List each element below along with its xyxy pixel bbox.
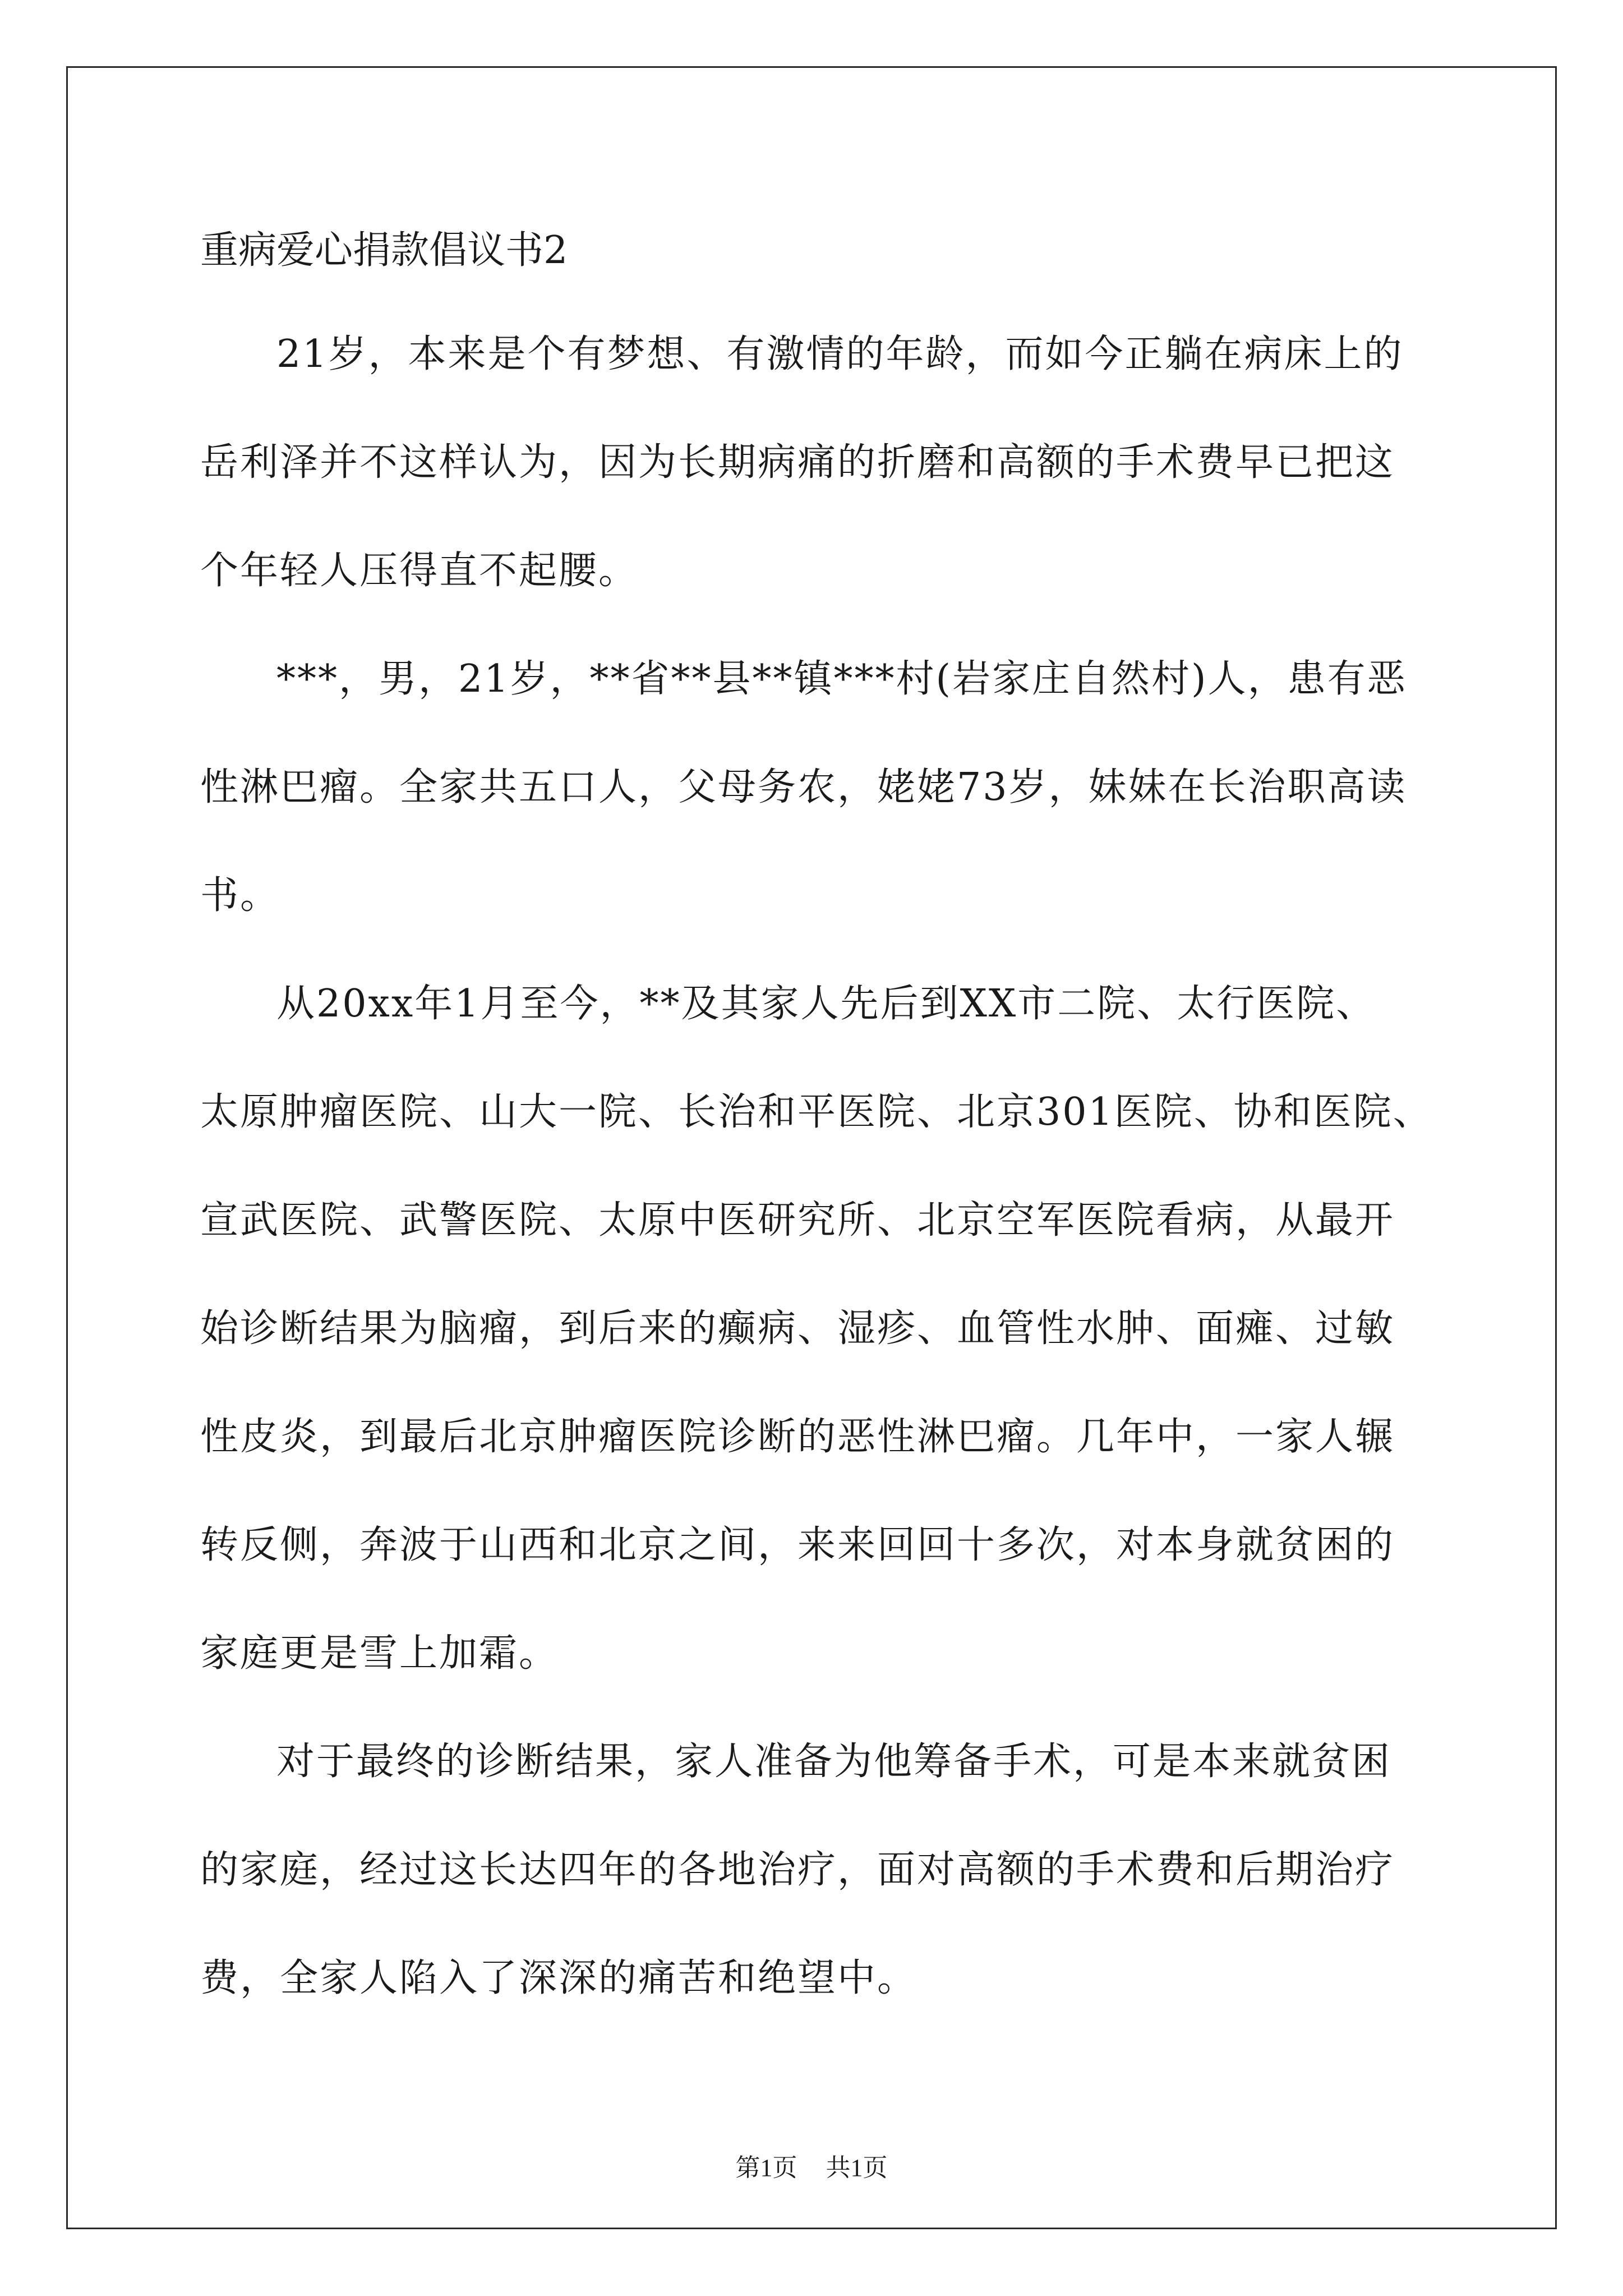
paragraph-line: 家庭更是雪上加霜。 — [200, 1631, 559, 1676]
paragraph-2 — [200, 651, 1434, 924]
paragraph-line: 书。 — [200, 873, 280, 918]
paragraph-line: ***，男，21岁，**省**县**镇***村(岩家庄自然村)人，患有恶 — [276, 657, 1407, 701]
paragraph-line: 性淋巴瘤。全家共五口人，父母务农，姥姥73岁，妹妹在长治职高读 — [200, 765, 1407, 809]
paragraph-line: 的家庭，经过这长达四年的各地治疗，面对高额的手术费和后期治疗 — [200, 1848, 1395, 1892]
paragraph-line: 21岁，本来是个有梦想、有激情的年龄，而如今正躺在病床上的 — [276, 332, 1404, 376]
paragraph-line: 对于最终的诊断结果，家人准备为他筹备手术，可是本来就贫困 — [276, 1740, 1392, 1784]
paragraph-line: 始诊断结果为脑瘤，到后来的癫病、湿疹、血管性水肿、面瘫、过敏 — [200, 1306, 1395, 1351]
page-number: 第1页 — [735, 2154, 797, 2182]
document-title: 重病爱心捐款倡议书2 — [200, 228, 568, 273]
paragraph-4 — [200, 1734, 1434, 2007]
document-body — [200, 223, 1434, 2059]
paragraph-line: 个年轻人压得直不起腰。 — [200, 549, 639, 593]
paragraph-line: 转反侧，奔波于山西和北京之间，来来回回十多次，对本身就贫困的 — [200, 1523, 1395, 1567]
page-total: 共1页 — [826, 2154, 888, 2182]
paragraph-1 — [200, 326, 1434, 599]
paragraph-line: 费，全家人陷入了深深的痛苦和绝望中。 — [200, 1956, 917, 2000]
paragraph-line: 岳利泽并不这样认为，因为长期病痛的折磨和高额的手术费早已把这 — [200, 440, 1395, 485]
page-footer — [0, 2151, 1623, 2185]
paragraph-line: 宣武医院、武警医院、太原中医研究所、北京空军医院看病，从最开 — [200, 1198, 1395, 1243]
paragraph-line: 太原肿瘤医院、山大一院、长治和平医院、北京301医院、协和医院、 — [200, 1090, 1433, 1134]
paragraph-line: 性皮炎，到最后北京肿瘤医院诊断的恶性淋巴瘤。几年中，一家人辗 — [200, 1415, 1395, 1459]
paragraph-line: 从20xx年1月至今，**及其家人先后到XX市二院、太行医院、 — [276, 982, 1376, 1026]
paragraph-3 — [200, 976, 1434, 1682]
